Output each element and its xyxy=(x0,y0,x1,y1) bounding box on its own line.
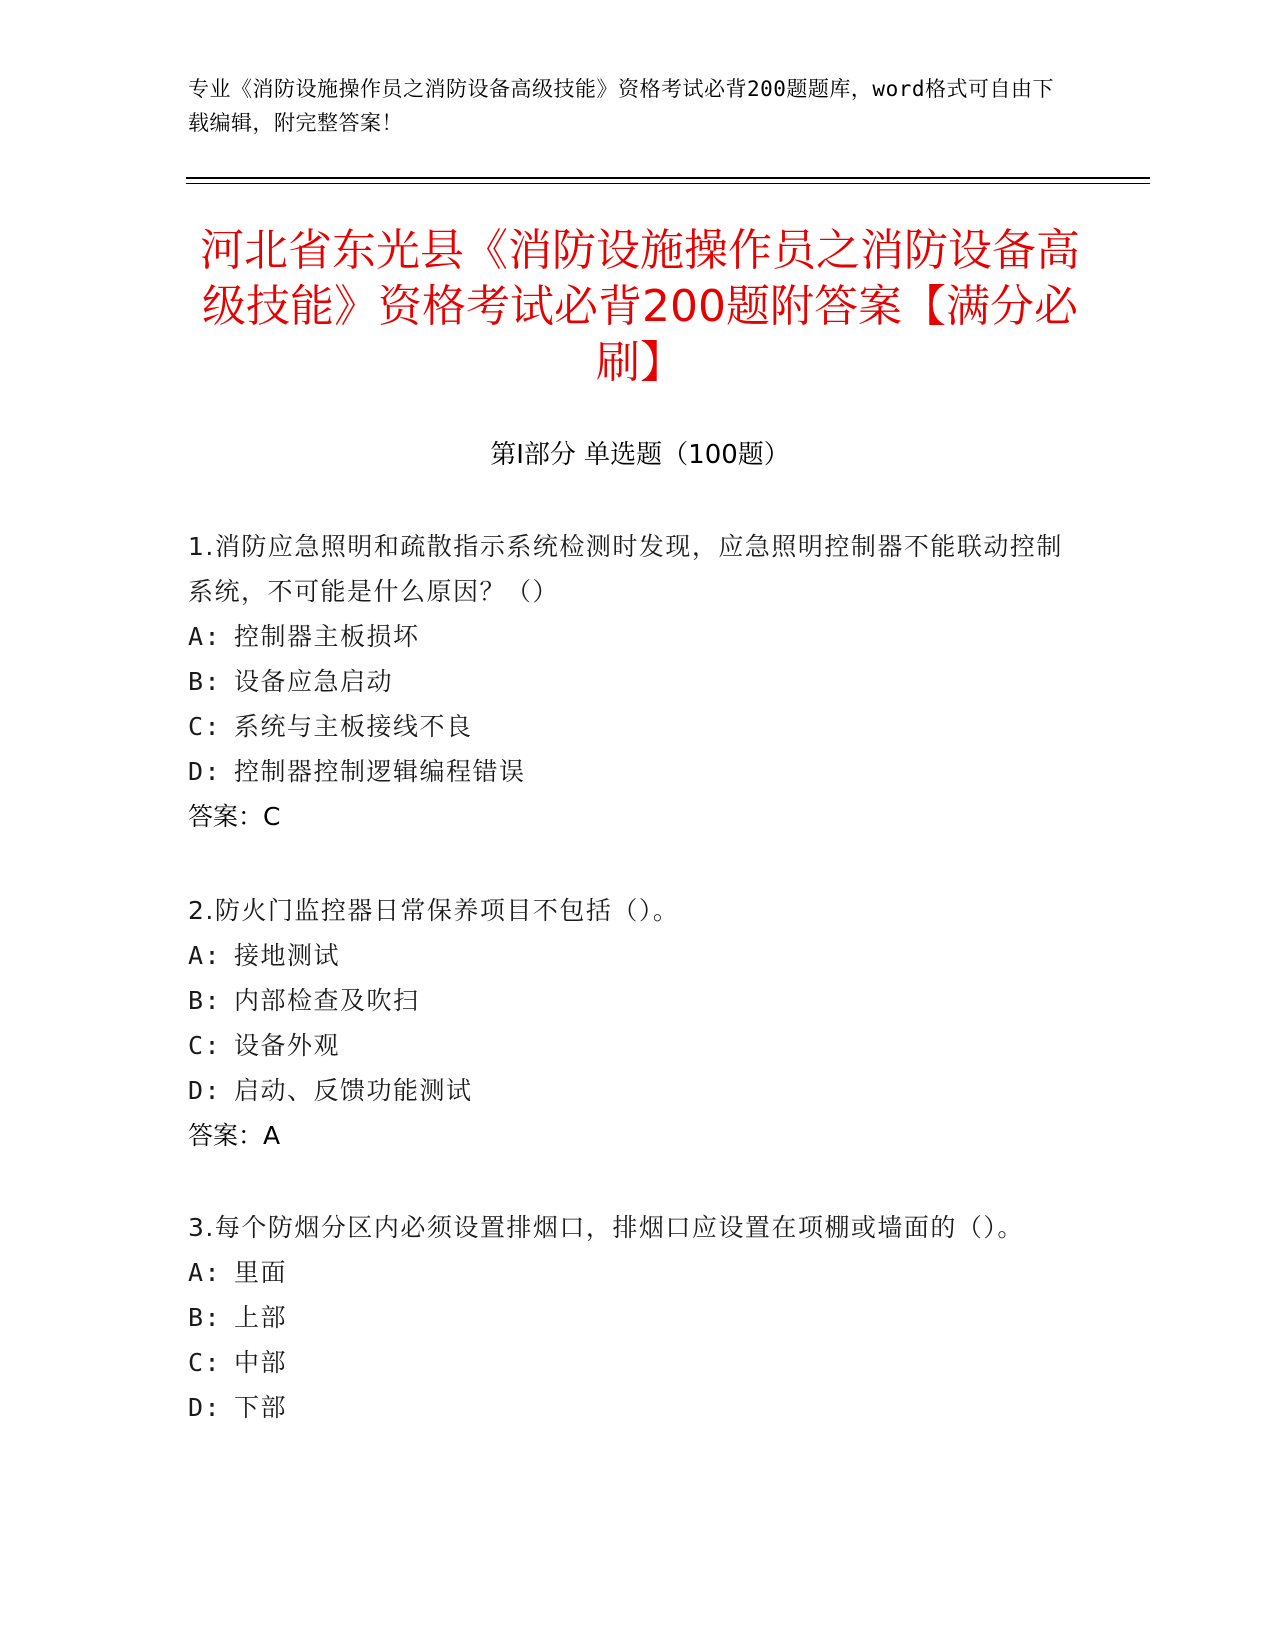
option-d xyxy=(188,1385,1068,1430)
option-letter: A: xyxy=(188,941,222,970)
question-2 xyxy=(188,888,1068,1158)
option-text: 里面 xyxy=(234,1258,288,1287)
option-letter: D: xyxy=(188,1393,222,1422)
document-title: 河北省东光县《消防设施操作员之消防设备高级技能》资格考试必背200题附答案【满分必刷】 xyxy=(200,225,1080,388)
option-a xyxy=(188,614,1068,659)
option-d xyxy=(188,749,1068,794)
option-letter: A: xyxy=(188,1258,222,1287)
option-text: 下部 xyxy=(234,1393,288,1422)
question-1 xyxy=(188,524,1068,839)
option-text: 系统与主板接线不良 xyxy=(234,712,473,741)
option-c xyxy=(188,1340,1068,1385)
option-letter: B: xyxy=(188,1303,222,1332)
option-a xyxy=(188,933,1068,978)
option-text: 接地测试 xyxy=(234,941,341,970)
option-b xyxy=(188,978,1068,1023)
option-text: 中部 xyxy=(234,1348,288,1377)
option-text: 内部检查及吹扫 xyxy=(234,986,420,1015)
option-text: 上部 xyxy=(234,1303,288,1332)
question-stem: 1.消防应急照明和疏散指示系统检测时发现，应急照明控制器不能联动控制系统，不可能是什么原因？（） xyxy=(188,532,1063,606)
question-3 xyxy=(188,1205,1068,1430)
answer: 答案：C xyxy=(188,802,281,831)
option-letter: B: xyxy=(188,986,222,1015)
question-stem: 3.每个防烟分区内必须设置排烟口，排烟口应设置在项棚或墙面的（）。 xyxy=(188,1213,1024,1242)
question-stem: 2.防火门监控器日常保养项目不包括（）。 xyxy=(188,896,680,925)
option-letter: D: xyxy=(188,1076,222,1105)
option-b xyxy=(188,659,1068,704)
option-text: 控制器主板损坏 xyxy=(234,622,420,651)
option-text: 设备应急启动 xyxy=(234,667,394,696)
section-title: 第Ⅰ部分 单选题（100题） xyxy=(490,440,790,470)
header-divider xyxy=(186,177,1150,179)
option-letter: A: xyxy=(188,622,222,651)
option-letter: C: xyxy=(188,1348,222,1377)
option-d xyxy=(188,1068,1068,1113)
option-b xyxy=(188,1295,1068,1340)
option-a xyxy=(188,1250,1068,1295)
option-letter: B: xyxy=(188,667,222,696)
option-text: 设备外观 xyxy=(234,1031,341,1060)
option-letter: C: xyxy=(188,1031,222,1060)
option-c xyxy=(188,1023,1068,1068)
header-divider-thin xyxy=(186,183,1150,184)
option-text: 控制器控制逻辑编程错误 xyxy=(234,757,526,786)
option-letter: C: xyxy=(188,712,222,741)
answer: 答案：A xyxy=(188,1121,281,1150)
option-text: 启动、反馈功能测试 xyxy=(234,1076,473,1105)
header-note: 专业《消防设施操作员之消防设备高级技能》资格考试必背200题题库，word格式可自由下载编辑，附完整答案！ xyxy=(188,77,1054,135)
option-c xyxy=(188,704,1068,749)
option-letter: D: xyxy=(188,757,222,786)
